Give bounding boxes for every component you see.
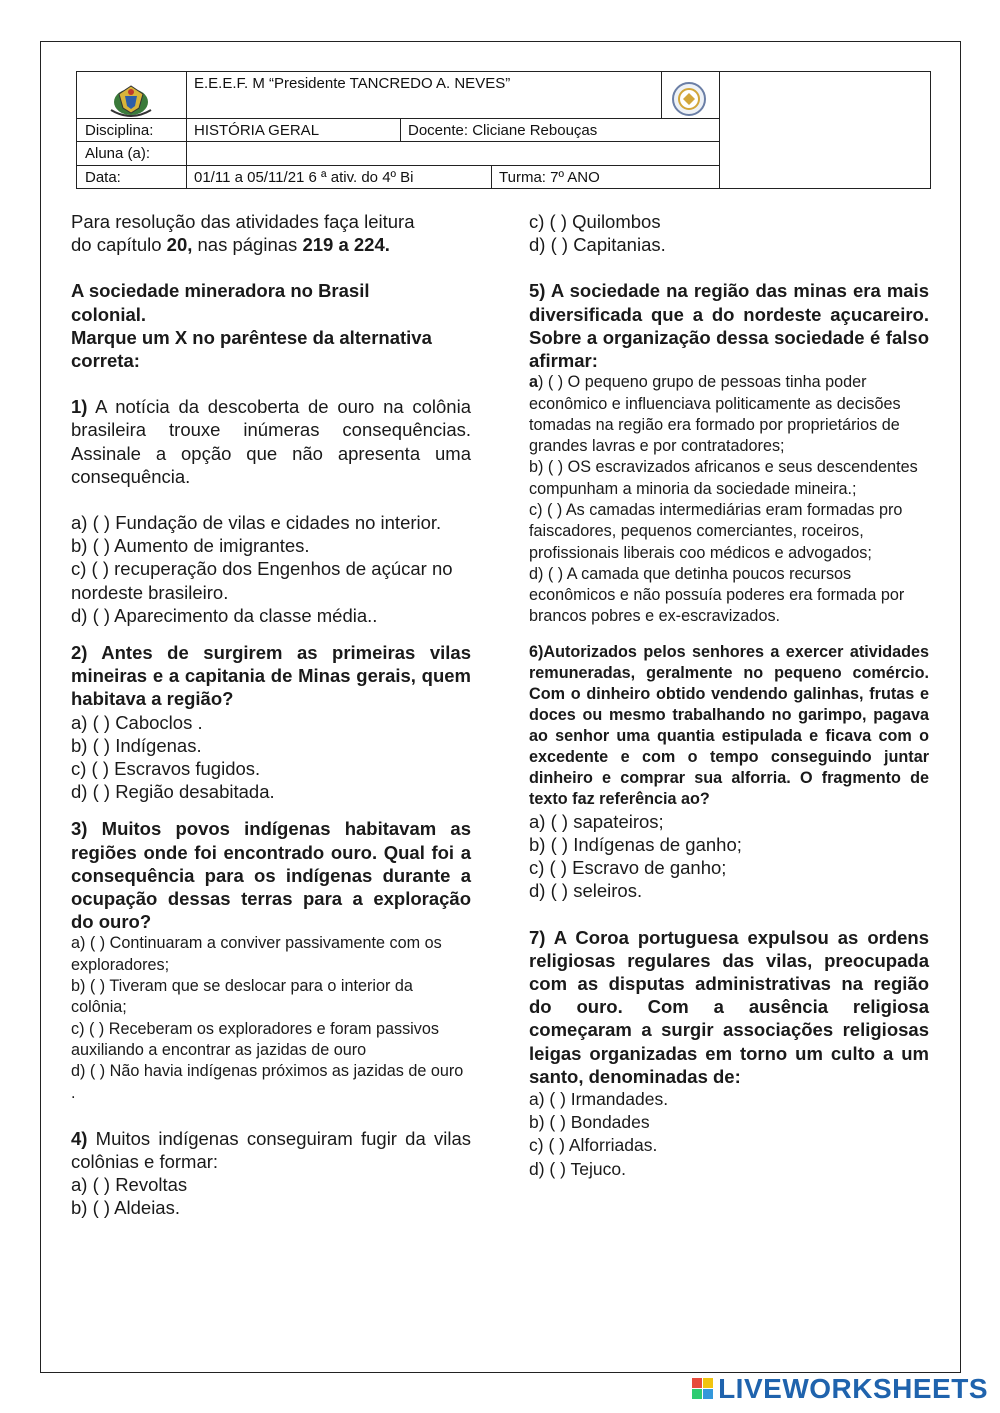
school-name: E.E.E.F. M “Presidente TANCREDO A. NEVES” <box>194 75 511 92</box>
intro-line-1: Para resolução das atividades faça leitura <box>71 211 415 232</box>
q6-option-d[interactable]: d) ( ) seleiros. <box>529 880 643 902</box>
q7-option-c[interactable]: c) ( ) Alforriadas. <box>529 1135 658 1156</box>
q4-option-b[interactable]: b) ( ) Aldeias. <box>71 1197 180 1219</box>
q1-option-b[interactable]: b) ( ) Aumento de imigrantes. <box>71 535 310 557</box>
q6-option-b[interactable]: b) ( ) Indígenas de ganho; <box>529 833 742 855</box>
q4-option-d[interactable]: d) ( ) Capitanias. <box>529 234 666 256</box>
brand-name: LIVEWORKSHEETS <box>718 1373 988 1404</box>
q5-option-a[interactable]: a) ( ) O pequeno grupo de pessoas tinha poder econômico e influenciava politicamente as decisões tomadas na região era formado por proprietários de grandes lavras e por contratadores; <box>529 373 901 456</box>
question-1: 1) A notícia da descoberta de ouro na colônia brasileira trouxe inúmeras consequências. Assinale a opção que não apresenta uma consequência. <box>71 396 471 487</box>
q2-option-a[interactable]: a) ( ) Caboclos . <box>71 711 203 733</box>
q6-option-a[interactable]: a) ( ) sapateiros; <box>529 810 664 832</box>
q7-option-a[interactable]: a) ( ) Irmandades. <box>529 1089 669 1110</box>
question-6: 6)Autorizados pelos senhores a exercer atividades remuneradas, geralmente no pequeno comércio. Com o dinheiro obtido vendendo galinhas, frutas e doces ou mesmo trabalhando no garimpo, pagava ao senhor uma quantia estipulada e ficava com o excedente e com o tempo conseguindo juntar dinheiro e comprar sua alforria. O fragmento de texto faz referência ao? <box>529 642 929 808</box>
question-7: 7) A Coroa portuguesa expulsou as ordens religiosas regulares das vilas, preocupada com as disputas administrativas na região do ouro. Com a ausência religiosa começaram a surgir associações religiosas leigas organizadas em torno um culto a um santo, denominadas de: <box>529 926 929 1087</box>
q7-option-b[interactable]: b) ( ) Bondades <box>529 1112 650 1133</box>
liveworksheets-icon <box>692 1378 714 1400</box>
school-crest-icon <box>91 80 171 116</box>
right-column <box>529 210 929 1181</box>
intro-line-2: do capítulo 20, nas páginas 219 a 224. <box>71 234 390 256</box>
liveworksheets-logo <box>692 1373 988 1405</box>
q3-option-a[interactable]: a) ( ) Continuaram a conviver passivamente com os exploradores; <box>71 934 442 974</box>
subject-label: Disciplina: <box>85 121 154 139</box>
student-name-field[interactable] <box>186 141 719 165</box>
q7-option-d[interactable]: d) ( ) Tejuco. <box>529 1158 626 1179</box>
q6-option-c[interactable]: c) ( ) Escravo de ganho; <box>529 857 727 879</box>
date-value: 01/11 a 05/11/21 6 ª ativ. do 4º Bi <box>194 168 414 186</box>
q5-option-b[interactable]: b) ( ) OS escravizados africanos e seus descendentes compunham a minoria da sociedade mineira.; <box>529 458 918 498</box>
subject-value: HISTÓRIA GERAL <box>194 121 320 139</box>
q5-option-d[interactable]: d) ( ) A camada que detinha poucos recursos econômicos e não possuía poderes era formada por brancos pobres e ex-escravizados. <box>529 564 905 626</box>
date-label: Data: <box>85 168 121 186</box>
q2-option-c[interactable]: c) ( ) Escravos fugidos. <box>71 758 261 780</box>
class-value: Turma: 7º ANO <box>499 168 600 186</box>
q3-option-c[interactable]: c) ( ) Receberam os exploradores e foram passivos auxiliando a encontrar as jazidas de ouro <box>71 1019 439 1059</box>
q5-option-c[interactable]: c) ( ) As camadas intermediárias eram formadas pro faiscadores, pequenos comerciantes, roceiros, profissionais liberais coo médicos e advogados; <box>529 501 903 562</box>
q3-option-d[interactable]: d) ( ) Não havia indígenas próximos as jazidas de ouro . <box>71 1062 464 1102</box>
question-3: 3) Muitos povos indígenas habitavam as regiões onde foi encontrado ouro. Qual foi a consequência para os indígenas durante a ocupação dessas terras para a exploração do ouro? <box>71 818 471 933</box>
q1-option-c[interactable]: c) ( ) recuperação dos Engenhos de açúcar no nordeste brasileiro. <box>71 558 453 603</box>
institution-seal-icon <box>666 80 712 116</box>
question-4: 4) Muitos indígenas conseguiram fugir da vilas colônias e formar: <box>71 1127 471 1173</box>
q4-option-a[interactable]: a) ( ) Revoltas <box>71 1174 188 1196</box>
question-2: 2) Antes de surgirem as primeiras vilas mineiras e a capitania de Minas gerais, quem habitava a região? <box>71 642 471 710</box>
teacher-name: Docente: Cliciane Rebouças <box>408 121 598 139</box>
q1-option-d[interactable]: d) ( ) Aparecimento da classe média.. <box>71 604 378 626</box>
q2-option-d[interactable]: d) ( ) Região desabitada. <box>71 781 275 803</box>
header-table <box>76 71 931 189</box>
q1-option-a[interactable]: a) ( ) Fundação de vilas e cidades no interior. <box>71 512 442 534</box>
q2-option-b[interactable]: b) ( ) Indígenas. <box>71 734 202 756</box>
q3-option-b[interactable]: b) ( ) Tiveram que se deslocar para o interior da colônia; <box>71 977 413 1017</box>
section-title: A sociedade mineradora no Brasil colonial. <box>71 280 370 325</box>
left-column <box>71 210 471 1220</box>
q4-option-c[interactable]: c) ( ) Quilombos <box>529 211 661 232</box>
section-instruction: Marque um X no parêntese da alternativa correta: <box>71 326 432 372</box>
question-5: 5) A sociedade na região das minas era mais diversificada que a do nordeste açucareiro. Sobre a organização dessa sociedade é falso afirmar: <box>529 280 929 372</box>
student-label: Aluna (a): <box>85 144 151 162</box>
